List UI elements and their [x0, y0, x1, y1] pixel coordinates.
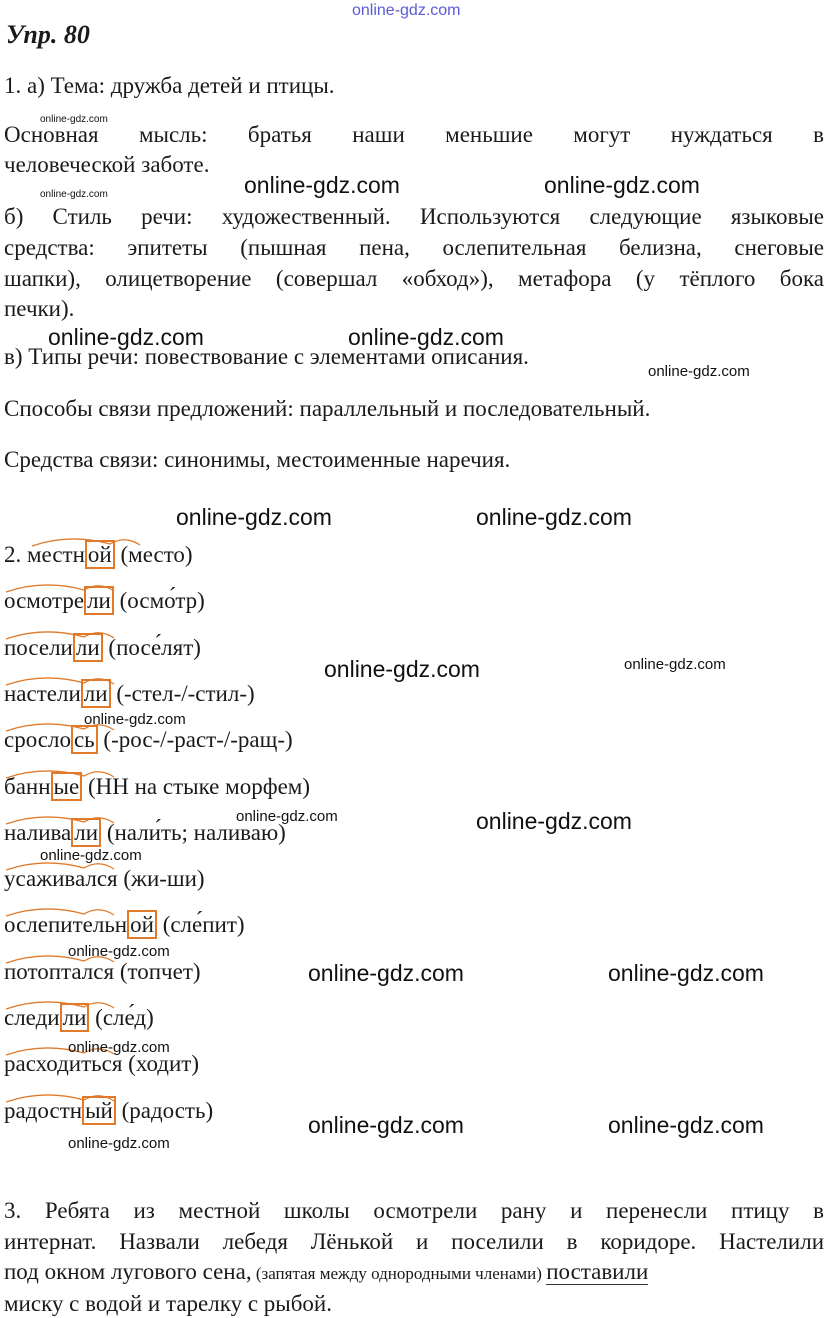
- watermark: online-gdz.com: [244, 172, 400, 198]
- watermark: online-gdz.com: [308, 1112, 464, 1138]
- morph-row: [4, 634, 201, 662]
- speech-types: в) Типы речи: повествование с элементами описания.: [4, 344, 529, 369]
- morph-row: [4, 726, 293, 754]
- connection-methods: Способы связи предложений: параллельный и последовательный.: [4, 396, 651, 421]
- word-note: (-стел-/-стил-): [110, 680, 255, 706]
- word-ending: ли: [60, 1003, 90, 1032]
- word-note: (-рос-/-раст-/-ращ-): [97, 727, 293, 753]
- word-note: (осмо́тр): [113, 588, 205, 614]
- text-line1: [4, 1196, 824, 1226]
- watermark: online-gdz.com: [348, 324, 504, 350]
- word-note: (нали́ть; наливаю): [101, 819, 286, 845]
- word-note: (топчет): [114, 958, 201, 984]
- morph-row: [4, 587, 205, 615]
- word-root: следи: [4, 1005, 60, 1030]
- word-ending: ли: [81, 679, 111, 708]
- word-note: (посе́лят): [102, 634, 201, 660]
- text-line1-content: 3. Ребята из местной школы осмотрели рану и перенесли птицу в: [4, 1198, 824, 1223]
- text-line2: интернат. Назвали лебедя Лёнькой и поселили в коридоре. Настелили: [4, 1229, 824, 1254]
- word-note: (радость): [115, 1097, 214, 1123]
- word-root: налива: [4, 819, 72, 845]
- watermark: online-gdz.com: [68, 1135, 170, 1152]
- style-line2: средства: эпитеты (пышная пена, ослепительная белизна, снеговые: [4, 235, 824, 260]
- watermark: online-gdz.com: [648, 363, 750, 380]
- watermark: online-gdz.com: [68, 943, 170, 960]
- text-line4: миску с водой и тарелку с рыбой.: [4, 1291, 332, 1316]
- row-number: 2.: [4, 542, 27, 567]
- morph-row: [4, 958, 201, 986]
- word-note: (место): [114, 542, 193, 567]
- watermark: online-gdz.com: [84, 711, 186, 728]
- style-line3: шапки), олицетворение (совершал «обход»), метафора (у тёплого бока: [4, 266, 824, 291]
- watermark: online-gdz.com: [324, 656, 480, 682]
- text-line3-c: поставили: [546, 1259, 649, 1284]
- watermark: online-gdz.com: [308, 960, 464, 986]
- morph-row: [4, 865, 205, 893]
- watermark: online-gdz.com: [48, 324, 204, 350]
- word-root: мест: [27, 542, 73, 567]
- watermark: online-gdz.com: [40, 847, 142, 864]
- watermark: online-gdz.com: [608, 960, 764, 986]
- word-root: усаживался: [4, 866, 118, 892]
- word-note: (НН на стыке морфем): [82, 773, 311, 799]
- morph-row: [4, 1004, 154, 1032]
- watermark: online-gdz.com: [68, 1039, 170, 1056]
- word-root: бан: [4, 773, 39, 799]
- watermark: online-gdz.com: [40, 189, 108, 200]
- word-ending: ые: [51, 772, 83, 801]
- morph-row: [4, 680, 255, 708]
- word-ending: ли: [71, 818, 101, 847]
- connection-means: Средства связи: синонимы, местоименные наречия.: [4, 447, 511, 472]
- word-suffix: н: [72, 542, 85, 567]
- word-root: настели: [4, 680, 81, 706]
- watermark: online-gdz.com: [544, 172, 700, 198]
- word-ending: сь: [71, 725, 98, 754]
- watermark: online-gdz.com: [476, 808, 632, 834]
- watermark: online-gdz.com: [624, 656, 726, 673]
- word-root: сросло: [4, 727, 71, 753]
- word-root: радостн: [4, 1097, 83, 1123]
- watermark: online-gdz.com: [236, 808, 338, 825]
- theme-text: 1. а) Тема: дружба детей и птицы.: [4, 73, 335, 98]
- exercise-title: Упр. 80: [6, 20, 90, 49]
- watermark: online-gdz.com: [40, 114, 108, 125]
- word-root: потоптался: [4, 958, 115, 984]
- word-ending: ли: [73, 633, 103, 662]
- main-idea-line1: Основная мысль: братья наши меньшие могут нуждаться в: [4, 122, 824, 147]
- watermark: online-gdz.com: [176, 504, 332, 530]
- morph-row: [4, 1097, 213, 1125]
- comma-note: (запятая между однородными членами): [251, 1264, 547, 1283]
- word-root: расходиться: [4, 1051, 123, 1077]
- main-idea-line2: человеческой заботе.: [4, 152, 210, 177]
- watermark: online-gdz.com: [608, 1112, 764, 1138]
- word-ending: ли: [84, 586, 114, 615]
- word-note: (ходит): [122, 1051, 200, 1077]
- text-line3: [4, 1258, 648, 1286]
- morph-row: [4, 911, 245, 939]
- word-root: посели: [4, 634, 73, 660]
- style-line1: б) Стиль речи: художественный. Используются следующие языковые: [4, 204, 824, 229]
- word-ending: ый: [82, 1096, 116, 1125]
- morph-row: [4, 541, 193, 569]
- word-root: осмотре: [4, 588, 85, 614]
- text-line3-a: под окном лугового сена,: [4, 1259, 252, 1284]
- style-line4: печки).: [4, 296, 75, 321]
- word-ending: ой: [127, 910, 157, 939]
- word-ending: ой: [85, 540, 115, 569]
- watermark-top: online-gdz.com: [352, 2, 461, 19]
- watermark: online-gdz.com: [476, 504, 632, 530]
- word-note: (сле́пит): [156, 912, 245, 938]
- word-note: (сле́д): [89, 1005, 154, 1030]
- word-note: (жи-ши): [117, 866, 205, 892]
- word-root: ослепительн: [4, 912, 128, 938]
- morph-row: [4, 773, 310, 801]
- word-suffix: н: [38, 773, 51, 799]
